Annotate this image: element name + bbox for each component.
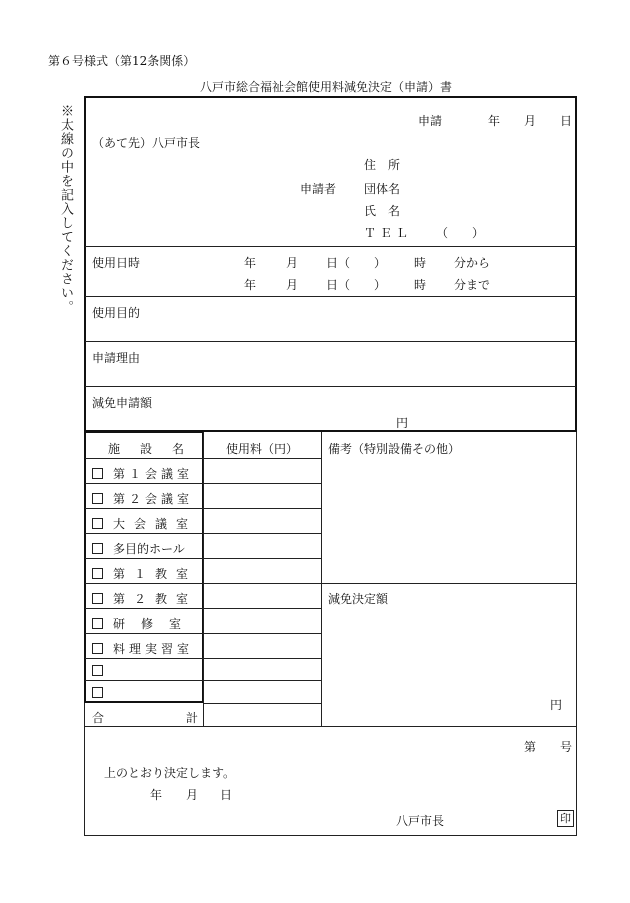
usage-row2-hour: 時 xyxy=(414,278,427,292)
form-number: 第６号様式（第12条関係） xyxy=(48,54,196,68)
form-title: 八戸市総合福祉会館使用料減免決定（申請）書 xyxy=(200,80,453,94)
facility-row[interactable] xyxy=(92,590,197,607)
facility-row[interactable] xyxy=(92,490,193,507)
facility-row[interactable] xyxy=(92,515,197,532)
header-fee: 使用料（円） xyxy=(226,442,299,456)
checkbox[interactable] xyxy=(92,593,103,604)
facility-row[interactable] xyxy=(92,465,193,482)
decision-month: 月 xyxy=(186,788,199,802)
header-remarks: 備考（特別設備その他） xyxy=(328,442,461,456)
checkbox[interactable] xyxy=(92,468,103,479)
total-label-left: 合 xyxy=(92,711,105,725)
exemption-amount-label: 減免申請額 xyxy=(92,396,153,410)
checkbox[interactable] xyxy=(92,518,103,529)
checkbox[interactable] xyxy=(92,543,103,554)
reason-label: 申請理由 xyxy=(92,351,141,365)
addressee: （あて先）八戸市長 xyxy=(92,136,201,150)
usage-row1-day: 日（ ） xyxy=(326,256,387,270)
decision-yen: 円 xyxy=(550,698,563,712)
facility-row[interactable] xyxy=(92,615,197,632)
decision-day: 日 xyxy=(220,788,233,802)
usage-row1-hour: 時 xyxy=(414,256,427,270)
applicant-label: 申請者 xyxy=(300,182,337,196)
checkbox[interactable] xyxy=(92,493,103,504)
usage-row1-minute: 分から xyxy=(454,256,491,270)
facility-row[interactable] xyxy=(92,540,185,557)
checkbox[interactable] xyxy=(92,687,103,698)
application-date-label: 申請 xyxy=(418,114,443,128)
usage-row2-year: 年 xyxy=(244,278,257,292)
usage-row2-month: 月 xyxy=(286,278,299,292)
tel-paren: （ ） xyxy=(436,226,485,240)
decision-amount-label: 減免決定額 xyxy=(328,592,389,606)
facility-name: 大会議室 xyxy=(113,517,198,531)
decision-number-dai: 第 xyxy=(524,740,537,754)
side-note: ※太線の中を記入してください。 xyxy=(58,104,73,314)
name-label: 氏 名 xyxy=(364,204,401,218)
mayor-label: 八戸市長 xyxy=(396,814,445,828)
seal-box: 印 xyxy=(557,810,574,827)
application-day: 日 xyxy=(560,114,573,128)
checkbox[interactable] xyxy=(92,665,103,676)
checkbox[interactable] xyxy=(92,643,103,654)
decision-statement: 上のとおり決定します。 xyxy=(104,766,236,780)
checkbox[interactable] xyxy=(92,618,103,629)
usage-row1-month: 月 xyxy=(286,256,299,270)
usage-row2-day: 日（ ） xyxy=(326,278,387,292)
total-label-right: 計 xyxy=(186,711,199,725)
application-month: 月 xyxy=(524,114,537,128)
facility-row[interactable] xyxy=(92,565,197,582)
facility-name: 第１会議室 xyxy=(113,467,194,481)
facility-row[interactable] xyxy=(92,640,193,657)
facility-name: 第１教室 xyxy=(113,567,198,581)
tel-label: ＴＥＬ xyxy=(364,226,413,240)
facility-name: 第２会議室 xyxy=(113,492,194,506)
org-label: 団体名 xyxy=(364,182,401,196)
usage-row1-year: 年 xyxy=(244,256,257,270)
usage-label: 使用日時 xyxy=(92,256,141,270)
checkbox[interactable] xyxy=(92,568,103,579)
decision-number-go: 号 xyxy=(560,740,573,754)
facility-name: 料理実習室 xyxy=(113,642,194,656)
address-label: 住 所 xyxy=(364,158,401,172)
application-year: 年 xyxy=(488,114,501,128)
decision-year: 年 xyxy=(150,788,163,802)
facility-row[interactable] xyxy=(92,664,113,678)
header-facility-name: 施 設 名 xyxy=(108,442,189,456)
facility-name: 多目的ホール xyxy=(113,542,185,556)
facility-name: 第２教室 xyxy=(113,592,198,606)
facility-name: 研修室 xyxy=(113,617,198,631)
exemption-yen: 円 xyxy=(396,416,409,430)
facility-row[interactable] xyxy=(92,686,113,700)
usage-row2-minute: 分まで xyxy=(454,278,491,292)
purpose-label: 使用目的 xyxy=(92,306,141,320)
